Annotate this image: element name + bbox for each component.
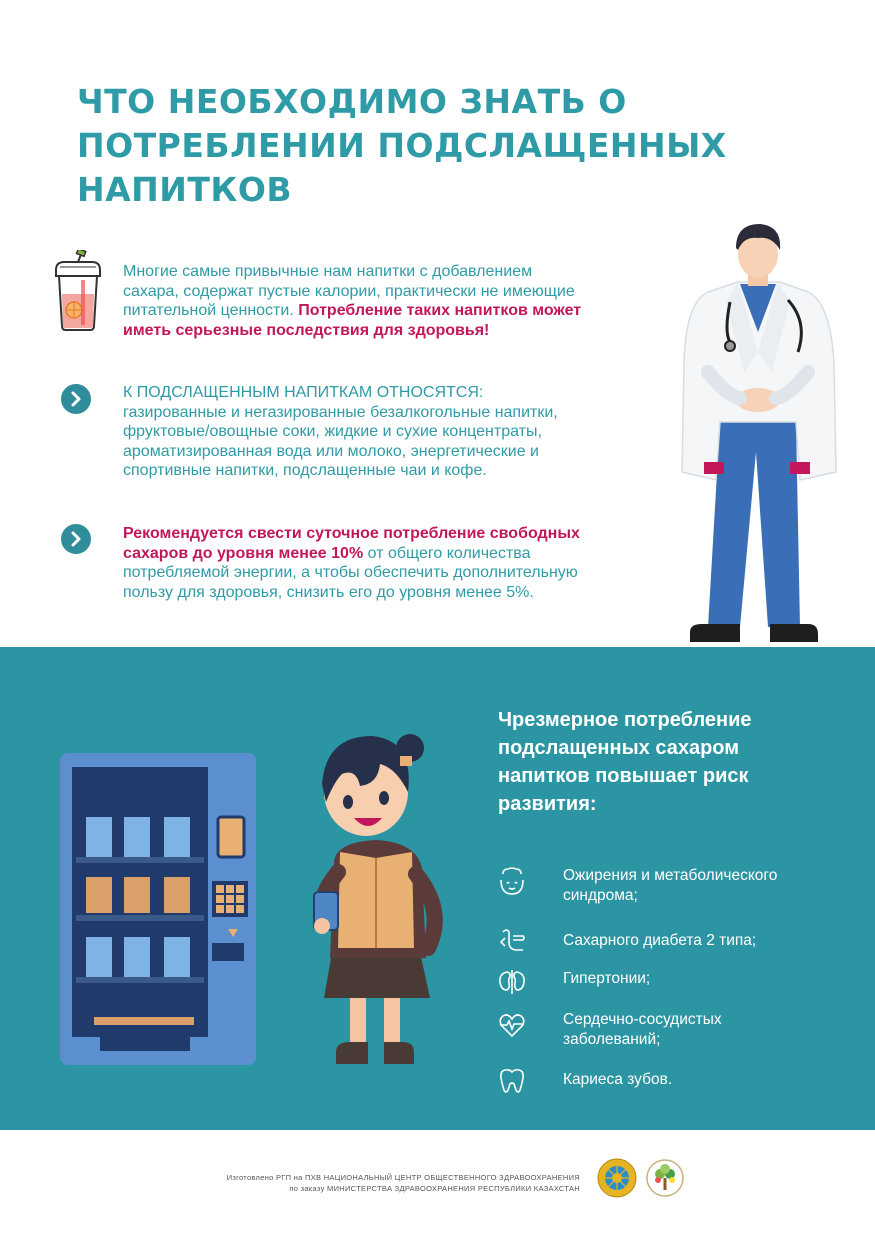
recommendation-line: потребляемой энергии, а чтобы обеспечить дополнительную	[123, 564, 578, 581]
doctor-illustration	[668, 222, 848, 650]
tooth-icon	[497, 1066, 527, 1096]
intro-line: Многие самые привычные нам напитки с добавлением	[123, 263, 533, 280]
recommendation-line: от общего количества	[363, 544, 531, 562]
title-line: ЧТО НЕОБХОДИМО ЗНАТЬ О	[77, 82, 627, 121]
page-title	[77, 80, 817, 212]
risk-item-label: Гипертонии;	[563, 970, 651, 987]
drinks-line: газированные и негазированные безалкогольные напитки,	[123, 403, 558, 421]
girl-illustration	[296, 722, 456, 1076]
face-icon	[497, 866, 527, 896]
drinks-line: ароматизированная вода или молоко, энергетические и	[123, 442, 539, 460]
recommendation-highlight: сахаров до уровня менее 10%	[123, 544, 364, 562]
recommendation-line: пользу для здоровья, снизить его до уровня менее 5%.	[123, 583, 534, 601]
risk-item-label: заболеваний;	[563, 1031, 661, 1048]
risk-title-line: Чрезмерное потребление	[498, 709, 752, 731]
drinks-paragraph	[123, 383, 643, 481]
drinks-line: фруктовые/овощные соки, жидкие и сухие концентраты,	[123, 423, 542, 440]
risk-item-label: Ожирения и метаболического	[563, 867, 778, 884]
kidney-icon	[497, 966, 527, 996]
recommendation-paragraph	[123, 524, 643, 602]
risk-item-caries	[497, 1066, 837, 1096]
kazakhstan-emblem	[597, 1158, 637, 1198]
chevron-right-icon	[61, 524, 91, 554]
risk-item-label: Кариеса зубов.	[563, 1071, 673, 1088]
recommendation-highlight: Рекомендуется свести суточное потребление свободных	[123, 525, 580, 542]
intro-line: питательной ценности.	[123, 302, 299, 319]
risk-item-label: синдрома;	[563, 887, 638, 904]
title-line: ПОТРЕБЛЕНИИ ПОДСЛАЩЕННЫХ	[77, 126, 727, 165]
risk-item-label: Сахарного диабета 2 типа;	[563, 932, 757, 949]
footer-credits	[180, 1172, 580, 1194]
footer-line: по заказу МИНИСТЕРСТВА ЗДРАВООХРАНЕНИЯ РЕСПУБЛИКИ КАЗАХСТАН	[289, 1184, 580, 1193]
risk-title-line: напитков повышает риск	[498, 765, 749, 787]
drink-cup-icon	[52, 250, 104, 332]
pancreas-icon	[497, 926, 527, 956]
health-center-logo	[645, 1158, 685, 1198]
heart-pulse-icon	[497, 1010, 527, 1040]
intro-warning: Потребление таких напитков может	[298, 302, 582, 319]
intro-warning: иметь серьезные последствия для здоровья!	[123, 321, 490, 339]
risk-title-line: подслащенных сахаром	[498, 737, 740, 759]
chevron-right-icon	[61, 384, 91, 414]
risk-item-label: Сердечно-сосудистых	[563, 1011, 722, 1028]
risk-title	[498, 706, 818, 818]
risk-item-obesity	[497, 866, 837, 910]
drinks-heading: К ПОДСЛАЩЕННЫМ НАПИТКАМ ОТНОСЯТСЯ:	[123, 384, 484, 401]
title-line: НАПИТКОВ	[77, 170, 293, 209]
risk-title-line: развития:	[498, 793, 597, 815]
risk-item-diabetes	[497, 926, 837, 956]
risk-item-cardiovascular	[497, 1010, 837, 1054]
intro-paragraph	[123, 262, 643, 340]
intro-line: сахара, содержат пустые калории, практически не имеющие	[123, 282, 575, 300]
vending-machine-illustration	[60, 753, 258, 1065]
footer-line: Изготовлено РГП на ПХВ НАЦИОНАЛЬНЫЙ ЦЕНТР ОБЩЕСТВЕННОГО ЗДРАВООХРАНЕНИЯ	[226, 1173, 580, 1182]
risk-item-hypertension	[497, 966, 837, 996]
drinks-line: спортивные напитки, подслащенные чаи и кофе.	[123, 462, 487, 479]
